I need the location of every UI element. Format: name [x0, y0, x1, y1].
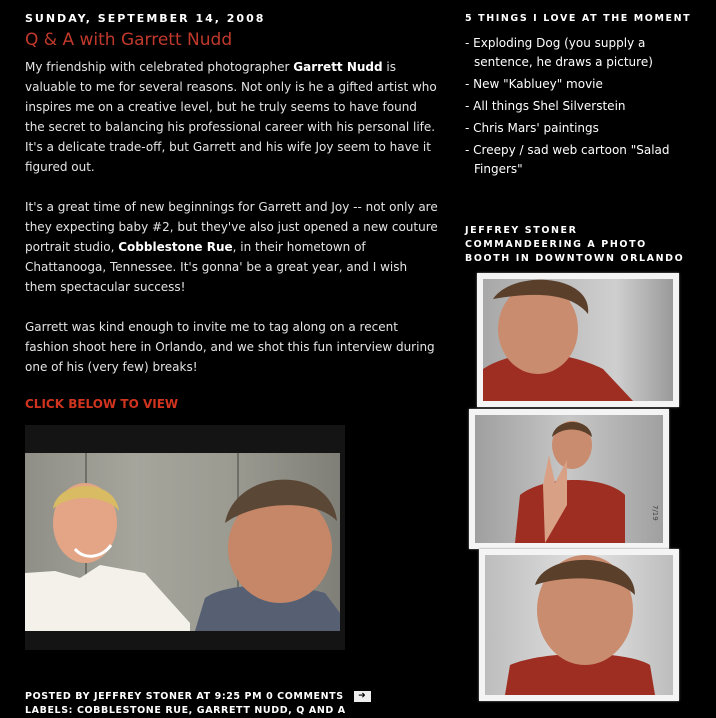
list-item[interactable]: - All things Shel Silverstein	[465, 99, 626, 113]
sidebar	[465, 12, 695, 264]
list-item[interactable]: - Exploding Dog (you supply a sentence, he draws a picture)	[465, 36, 653, 69]
list-item[interactable]: - New "Kabluey" movie	[465, 77, 603, 91]
booth-photo-1[interactable]	[477, 273, 679, 407]
post-footer	[25, 690, 445, 718]
photo-booth-heading: JEFFREY STONER COMMANDEERING A PHOTO BOOTH IN DOWNTOWN ORLANDO	[465, 225, 685, 264]
post-body	[25, 57, 440, 411]
booth-photo-2-illustration	[475, 415, 663, 543]
booth-photo-3-illustration	[485, 555, 673, 695]
post-date: SUNDAY, SEPTEMBER 14, 2008	[25, 12, 266, 25]
booth-photo-2[interactable]	[469, 409, 669, 549]
booth-photo-1-illustration	[483, 279, 673, 401]
email-post-icon[interactable]: ➜	[354, 691, 371, 702]
garrett-nudd-name: Garrett Nudd	[293, 60, 383, 74]
list-item[interactable]: - Creepy / sad web cartoon "Salad Fingers"	[465, 143, 670, 176]
photo-booth-strip[interactable]	[465, 273, 683, 713]
blog-main-column	[25, 12, 440, 716]
booth-photo-3[interactable]	[479, 549, 679, 701]
post-labels[interactable]: LABELS: COBBLESTONE RUE, GARRETT NUDD, Q AND A	[25, 705, 346, 716]
posted-by-line[interactable]: POSTED BY JEFFREY STONER AT 9:25 PM 0 COMMENTS	[25, 691, 344, 702]
list-item[interactable]: - Chris Mars' paintings	[465, 121, 599, 135]
video-people-illustration	[25, 453, 340, 631]
cobblestone-rue-name: Cobblestone Rue	[118, 240, 233, 254]
post-paragraph-3: Garrett was kind enough to invite me to tag along on a recent fashion shoot here in Orlando, and we shot this fun interview during one of his (very few) breaks!	[25, 320, 435, 374]
embedded-video[interactable]	[25, 425, 345, 650]
post-paragraph-1: My friendship with celebrated photographer Garrett Nudd is valuable to me for several reasons. Not only is he a gifted artist who inspires me on a creative level, but he truly seems to have found the secret to balancing his professional career with his personal life. It's a delicate trade-off, but Garrett and his wife Joy seem to have it figured out.	[25, 60, 437, 174]
loves-heading: 5 THINGS I LOVE AT THE MOMENT	[465, 13, 692, 24]
strip-number: 7/19	[651, 505, 659, 521]
post-title[interactable]: Q & A with Garrett Nudd	[25, 30, 233, 50]
loves-list	[465, 34, 695, 179]
click-below-cta: CLICK BELOW TO VIEW	[25, 397, 179, 411]
post-paragraph-2: It's a great time of new beginnings for Garrett and Joy -- not only are they expecting baby #2, but they've also just opened a new couture portrait studio, Cobblestone Rue, in their hometown of Chattanooga, Tennessee. It's gonna' be a great year, and I wish them spectacular success!	[25, 200, 438, 294]
video-thumbnail[interactable]	[25, 453, 340, 631]
